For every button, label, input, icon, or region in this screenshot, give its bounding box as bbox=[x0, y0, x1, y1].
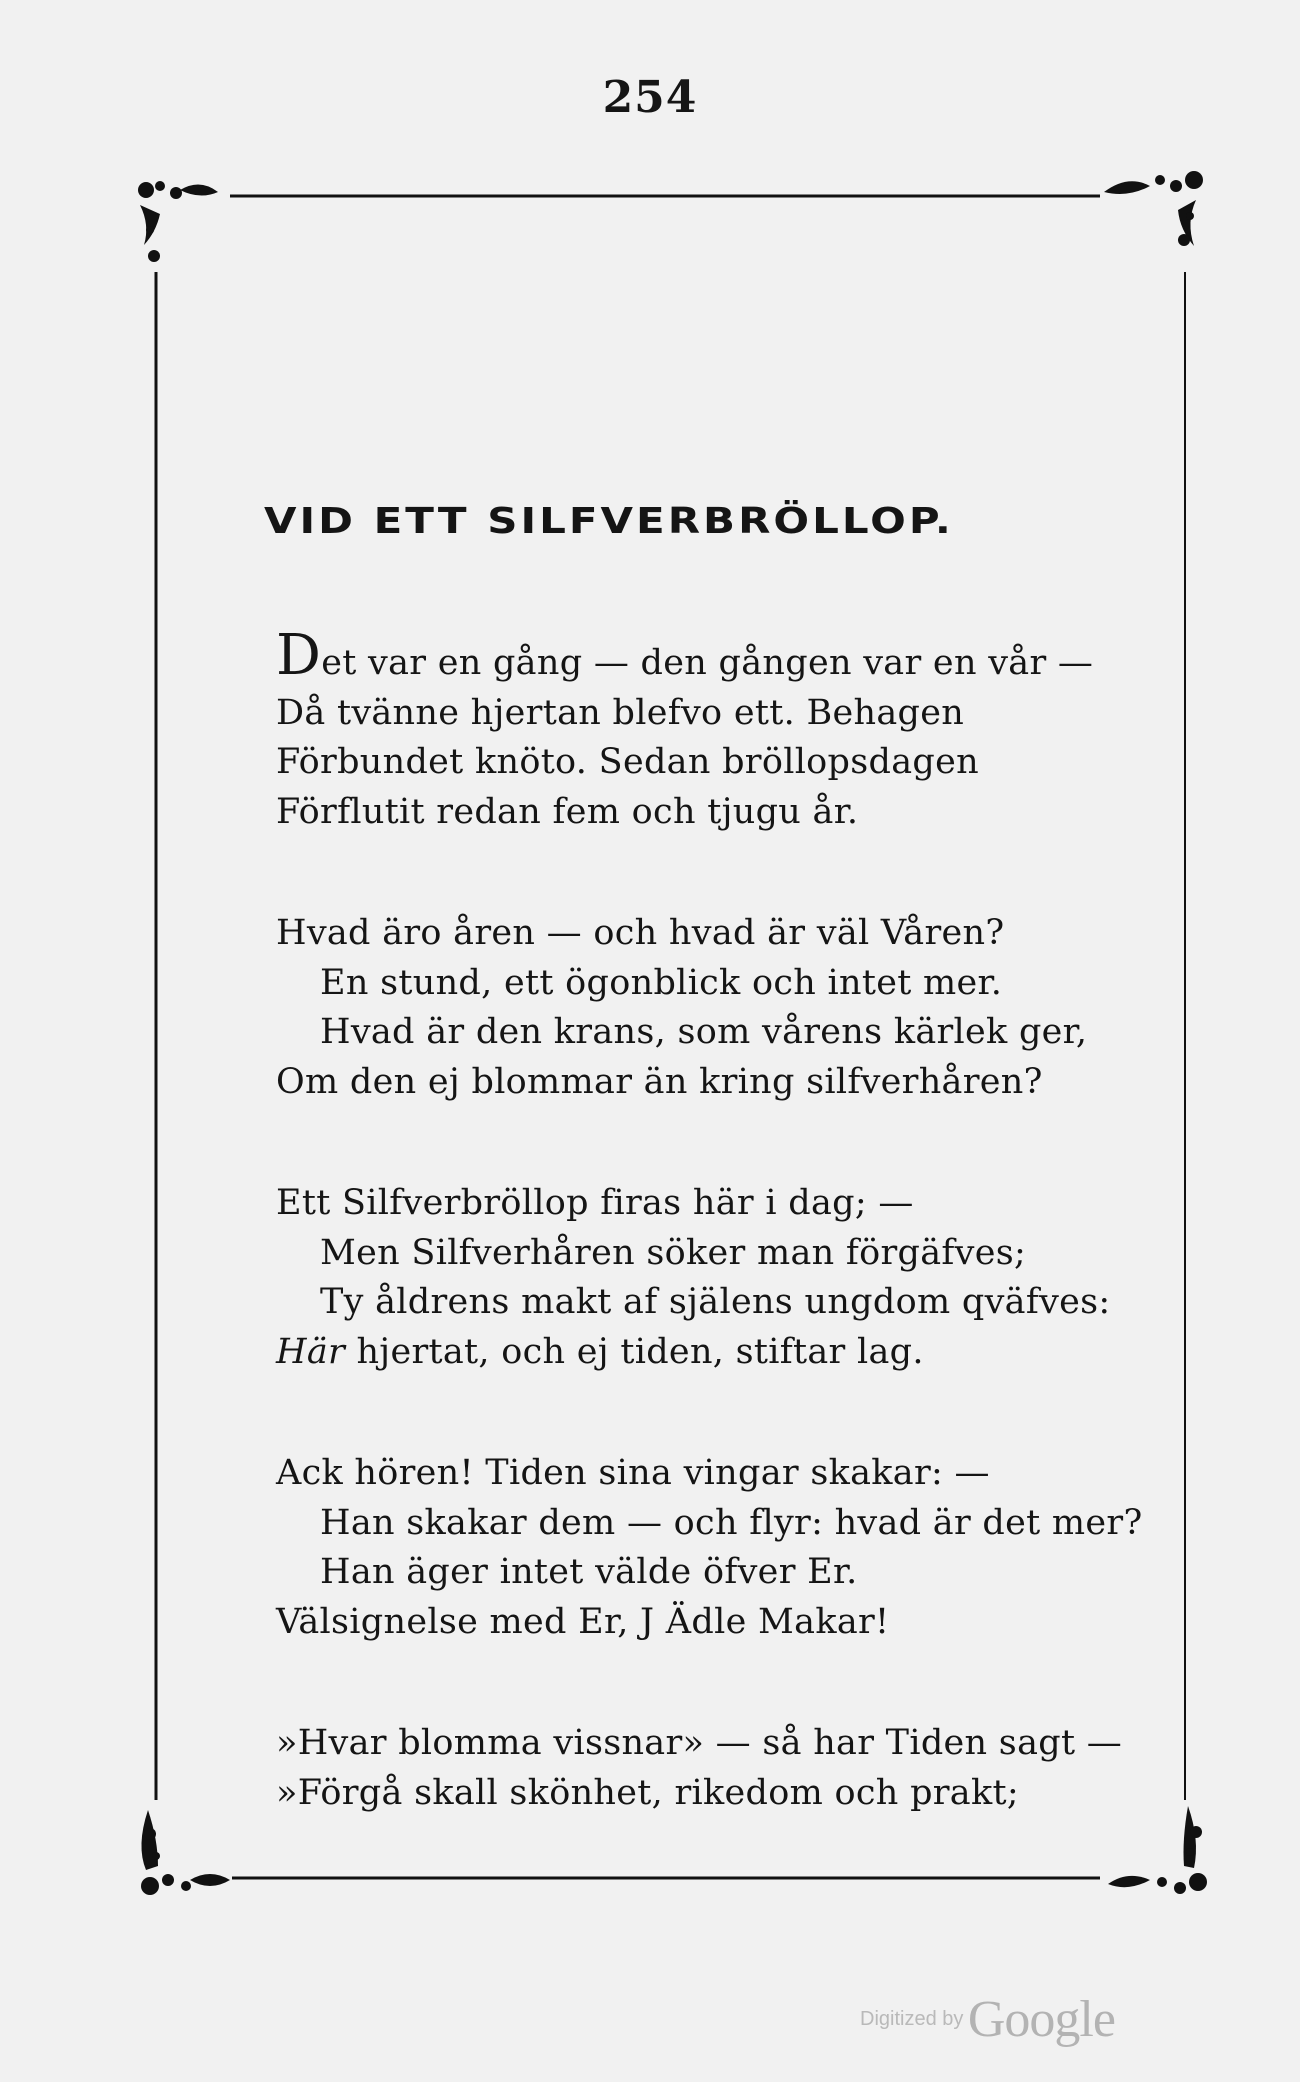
digitized-watermark bbox=[860, 1990, 1115, 2049]
poem-title: VID ETT SILFVERBRÖLLOP. bbox=[264, 500, 954, 542]
poem-line: Hvad är den krans, som vårens kärlek ger, bbox=[320, 1012, 1088, 1052]
poem-line: Förflutit redan fem och tjugu år. bbox=[276, 791, 859, 832]
stanza-2 bbox=[276, 909, 1136, 1107]
drop-cap: D bbox=[276, 623, 322, 688]
poem-line: Ack hören! Tiden sina vingar skakar: — bbox=[276, 1453, 990, 1493]
line-text: hjertat, och ej tiden, stiftar lag. bbox=[345, 1331, 924, 1372]
poem-line: Om den ej blommar än kring silfverhåren? bbox=[276, 1061, 1043, 1102]
poem-line: Ty åldrens makt af själens ungdom qväfves: bbox=[320, 1282, 1111, 1322]
stanza-5 bbox=[276, 1719, 1136, 1818]
poem-line: Han äger intet välde öfver Er. bbox=[320, 1552, 858, 1592]
poem-line: »Hvar blomma vissnar» — så har Tiden sagt — bbox=[276, 1723, 1123, 1763]
poem-body bbox=[276, 623, 1143, 1890]
poem-line: En stund, ett ögonblick och intet mer. bbox=[320, 962, 1003, 1003]
page-number: 254 bbox=[602, 72, 698, 123]
poem-line: Han skakar dem — och flyr: hvad är det mer? bbox=[320, 1502, 1143, 1543]
poem-line bbox=[276, 1328, 1136, 1378]
corner-ornament-top-left bbox=[138, 181, 218, 262]
watermark-prefix: Digitized by bbox=[860, 2008, 964, 2030]
poem-line: Förbundet knöto. Sedan bröllopsdagen bbox=[276, 742, 979, 782]
poem-line: Men Silfverhåren söker man förgäfves; bbox=[320, 1232, 1027, 1273]
poem-line: Ett Silfverbröllop firas här i dag; — bbox=[276, 1183, 914, 1223]
google-logo: Google bbox=[967, 1991, 1115, 2048]
stanza-4 bbox=[276, 1449, 1143, 1647]
poem-line: Hvad äro åren — och hvad är väl Våren? bbox=[276, 913, 1005, 953]
stanza-3 bbox=[276, 1179, 1136, 1377]
poem-line: »Förgå skall skönhet, rikedom och prakt; bbox=[276, 1772, 1019, 1813]
line-text: et var en gång — den gången var en vår — bbox=[321, 643, 1094, 683]
poem-line: Välsignelse med Er, J Ädle Makar! bbox=[276, 1601, 890, 1642]
poem-line bbox=[276, 623, 1136, 689]
stanza-1 bbox=[276, 623, 1136, 837]
corner-ornament-bottom-left bbox=[141, 1810, 230, 1895]
poem-line: Då tvänne hjertan blefvo ett. Behagen bbox=[276, 692, 965, 733]
italic-word: Här bbox=[276, 1331, 346, 1372]
corner-ornament-top-right bbox=[1104, 171, 1203, 246]
